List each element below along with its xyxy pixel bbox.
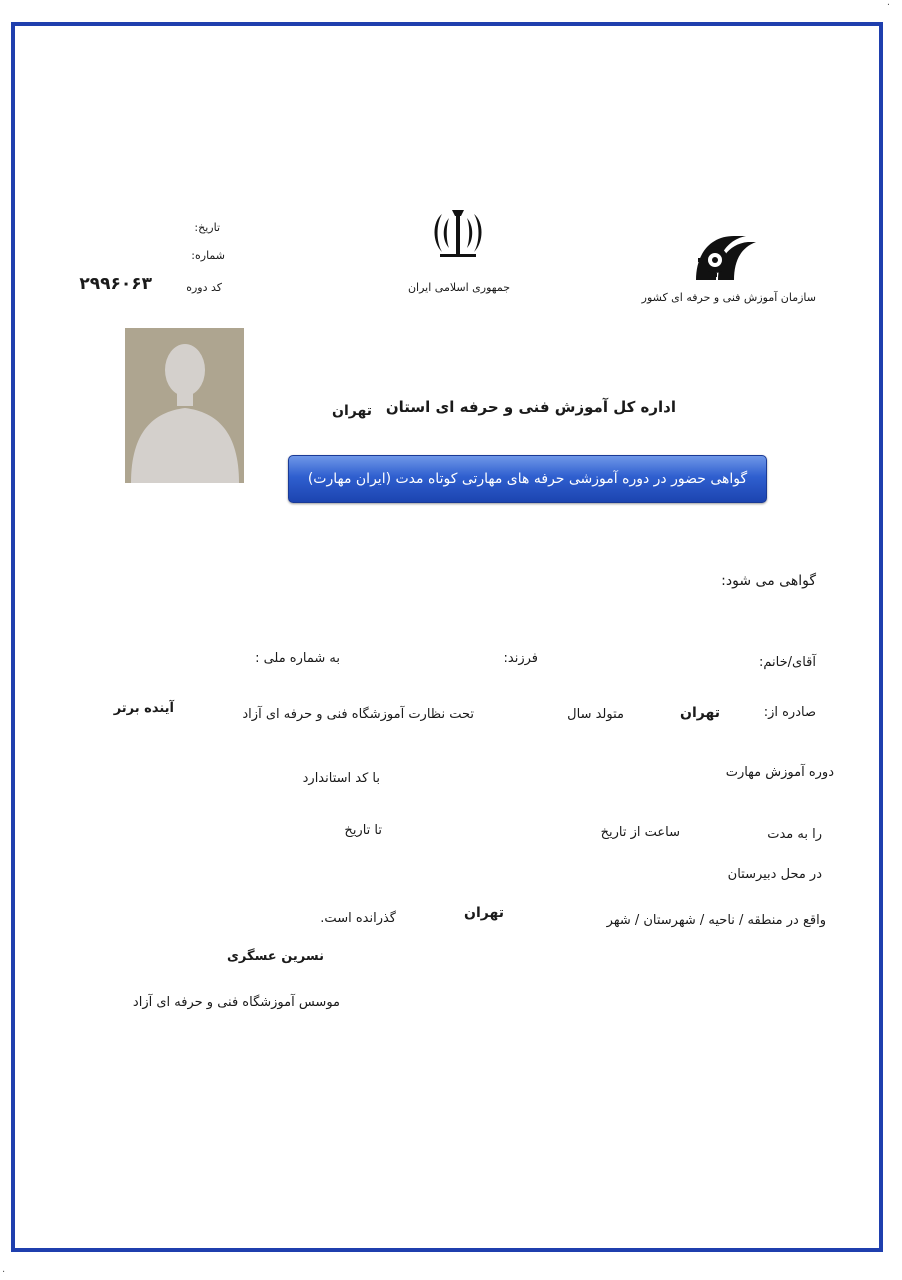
to-date-label: تا تاریخ [344, 823, 382, 838]
born-year-label: متولد سال [567, 707, 624, 722]
organization-label: سازمان آموزش فنی و حرفه ای کشور [641, 291, 816, 304]
child-of-label: فرزند: [503, 651, 538, 666]
hours-from-label: ساعت از تاریخ [600, 825, 680, 840]
iran-emblem-icon [428, 208, 488, 260]
corner-mark-bottom: · [2, 1267, 6, 1278]
duration-label: را به مدت [767, 827, 822, 842]
photo-placeholder [125, 328, 244, 483]
page-border [11, 22, 883, 1252]
province-name: تهران [332, 403, 372, 419]
course-code-label: کد دوره [186, 281, 222, 294]
course-label: دوره آموزش مهارت [725, 765, 834, 780]
signer-title: موسس آموزشگاه فنی و حرفه ای آزاد [132, 995, 340, 1010]
mr-mrs-label: آقای/خانم: [759, 655, 816, 670]
corner-mark: · [886, 0, 890, 11]
course-code-value: ۲۹۹۶۰۶۳ [79, 274, 152, 294]
passed-label: گذرانده است. [320, 911, 396, 926]
office-title: اداره کل آموزش فنی و حرفه ای استان [385, 398, 676, 416]
certificate-banner: گواهی حضور در دوره آموزشی حرفه های مهارتی کوتاه مدت (ایران مهارت) [288, 455, 767, 503]
located-in-label: واقع در منطقه / ناحیه / شهرستان / شهر [606, 913, 826, 928]
issued-from-label: صادره از: [763, 705, 816, 720]
person-silhouette-icon [125, 328, 244, 483]
signer-name: نسرین عسگری [227, 949, 324, 964]
date-label: تاریخ: [194, 221, 220, 234]
located-city: تهران [464, 905, 504, 921]
national-id-label: به شماره ملی : [255, 651, 340, 666]
certify-label: گواهی می شود: [721, 573, 816, 589]
tvto-logo-icon [690, 230, 762, 286]
issued-city: تهران [680, 705, 720, 721]
standard-code-label: با کد استاندارد [302, 771, 380, 786]
number-label: شماره: [191, 249, 225, 262]
republic-label: جمهوری اسلامی ایران [407, 281, 510, 294]
school-name: آینده برتر [113, 701, 174, 716]
supervision-label: تحت نظارت آموزشگاه فنی و حرفه ای آزاد [242, 707, 474, 722]
location-label: در محل دبیرستان [727, 867, 822, 882]
